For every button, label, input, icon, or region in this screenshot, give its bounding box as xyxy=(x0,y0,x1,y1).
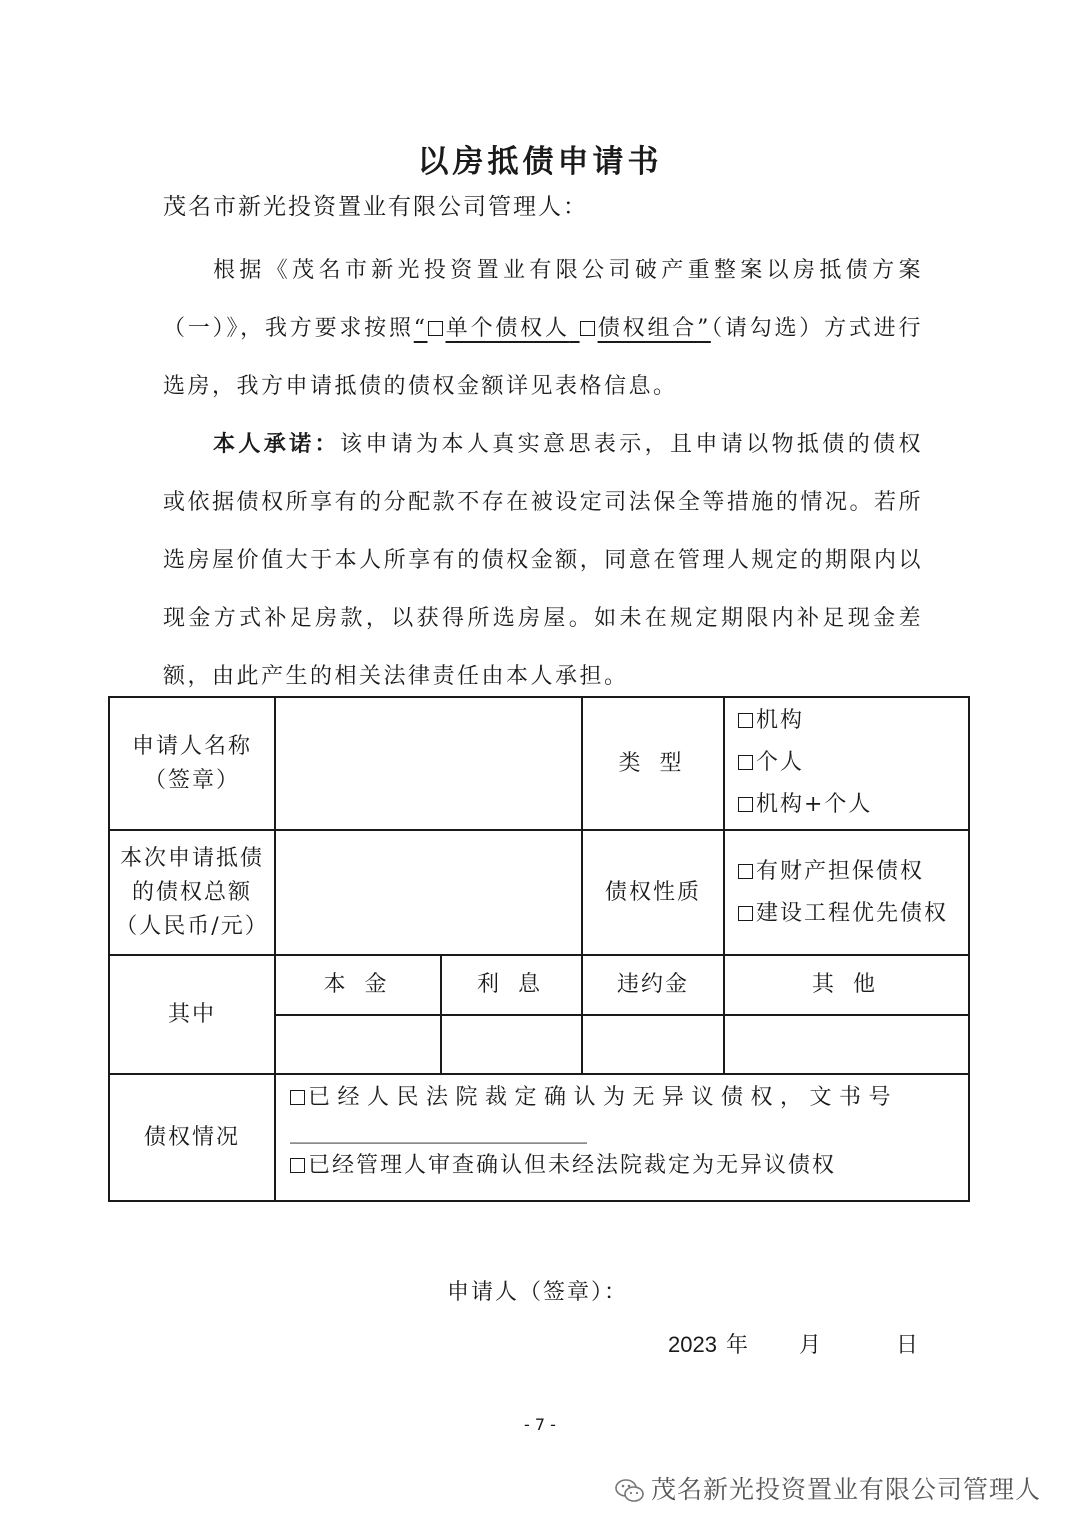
claim-status-options xyxy=(290,1078,966,1186)
type-options xyxy=(738,700,872,826)
applicant-signature-label: 申请人（签章）： xyxy=(447,1280,629,1305)
claim-amount-label-line2: 的债权总额 xyxy=(131,879,252,905)
selection-options xyxy=(414,316,711,341)
claim-amount-label xyxy=(110,831,274,954)
other-field[interactable] xyxy=(725,1016,968,1073)
type-option-institution[interactable] xyxy=(738,700,872,742)
checkbox-court-confirmed[interactable] xyxy=(290,1090,305,1105)
page-number: - 7 - xyxy=(524,1415,556,1434)
watermark-text: 茂名新光投资置业有限公司管理人 xyxy=(651,1475,1042,1504)
commitment-lead: 本人承诺： xyxy=(213,431,340,457)
type-option-both-label: 机构+个人 xyxy=(756,792,873,817)
checkbox-creditor-group[interactable] xyxy=(580,321,595,336)
type-option-both[interactable] xyxy=(738,784,872,826)
application-table xyxy=(108,696,970,1202)
type-option-institution-label: 机构 xyxy=(756,708,805,733)
checkbox-institution[interactable] xyxy=(738,713,753,728)
date-day-unit: 日 xyxy=(895,1333,920,1358)
applicant-name-label xyxy=(110,698,274,829)
wechat-watermark xyxy=(615,1470,1041,1510)
checkbox-individual[interactable] xyxy=(738,755,753,770)
paragraph-selection-method xyxy=(163,242,923,416)
type-label: 类 型 xyxy=(618,750,688,776)
claim-amount-label-line1: 本次申请抵债 xyxy=(119,845,264,871)
date-year-unit: 年 xyxy=(725,1333,750,1358)
option-creditor-group-label: 债权组合 xyxy=(597,316,698,341)
type-option-individual[interactable] xyxy=(738,742,872,784)
quote-close: ” xyxy=(697,316,711,341)
checkbox-single-creditor[interactable] xyxy=(428,321,443,336)
header-other: 其 他 xyxy=(812,972,881,997)
paragraph1-text-a: 根据《茂名市新光投资置业有限公司破产重整案以房抵债方案（一）》，我方要求按照 xyxy=(163,258,923,341)
checkbox-construction-priority[interactable] xyxy=(738,906,753,921)
claim-status-label: 债权情况 xyxy=(143,1124,240,1150)
nature-option-secured[interactable] xyxy=(738,851,948,893)
document-title: 以房抵债申请书 xyxy=(417,144,663,180)
date-year: 2023 xyxy=(668,1332,717,1357)
signature-date xyxy=(668,1328,920,1359)
header-principal: 本 金 xyxy=(323,972,393,997)
document-number-blank[interactable]: ___________________________ xyxy=(290,1119,587,1144)
option-single-creditor-label: 单个债权人 xyxy=(445,316,570,341)
principal-field[interactable] xyxy=(276,1016,440,1073)
status-option-court[interactable] xyxy=(290,1078,966,1118)
checkbox-secured-claim[interactable] xyxy=(738,864,753,879)
claim-nature-label: 债权性质 xyxy=(604,879,701,905)
paragraph-commitment xyxy=(163,415,923,706)
nature-option-secured-label: 有财产担保债权 xyxy=(756,859,925,884)
nature-option-construction[interactable] xyxy=(738,893,948,935)
status-option-administrator-label: 已经管理人审查确认但未经法院裁定为无异议债权 xyxy=(308,1153,837,1178)
status-option-court-label: 已经人民法院裁定确认为无异议债权，文书号 xyxy=(308,1085,899,1110)
type-option-individual-label: 个人 xyxy=(756,750,805,775)
checkbox-administrator-confirmed[interactable] xyxy=(290,1158,305,1173)
wechat-icon xyxy=(615,1478,645,1510)
nature-option-construction-label: 建设工程优先债权 xyxy=(756,901,949,926)
status-option-administrator[interactable] xyxy=(290,1146,966,1186)
quote-open: “ xyxy=(413,316,428,341)
interest-field[interactable] xyxy=(442,1016,581,1073)
addressee: 茂名市新光投资置业有限公司管理人： xyxy=(163,194,588,220)
commitment-body: 该申请为本人真实意思表示，且申请以物抵债的债权或依据债权所享有的分配款不存在被设定司法保全等措施的情况。若所选房屋价值大于本人所享有的债权金额，同意在管理人规定的期限内以现金方式补足房款，以获得所选房屋。如未在规定期限内补足现金差额，由此产生的相关法律责任由本人承担。 xyxy=(163,432,923,689)
checkbox-institution-individual[interactable] xyxy=(738,797,753,812)
claim-amount-label-line3: （人民币/元） xyxy=(115,913,269,939)
header-penalty: 违约金 xyxy=(616,972,689,997)
date-month-unit: 月 xyxy=(798,1333,823,1358)
applicant-name-label-line1: 申请人名称 xyxy=(131,733,252,759)
penalty-field[interactable] xyxy=(583,1016,723,1073)
claim-nature-options xyxy=(738,851,948,935)
paragraph1-text-b: （请勾选）方式进行选房，我方申请抵债的债权金额详见表格信息。 xyxy=(163,316,923,399)
breakdown-label: 其中 xyxy=(167,1001,216,1027)
header-interest: 利 息 xyxy=(477,972,546,997)
claim-amount-field[interactable] xyxy=(276,831,581,954)
applicant-name-label-line2: （签章） xyxy=(143,767,240,793)
applicant-name-field[interactable] xyxy=(276,698,581,829)
